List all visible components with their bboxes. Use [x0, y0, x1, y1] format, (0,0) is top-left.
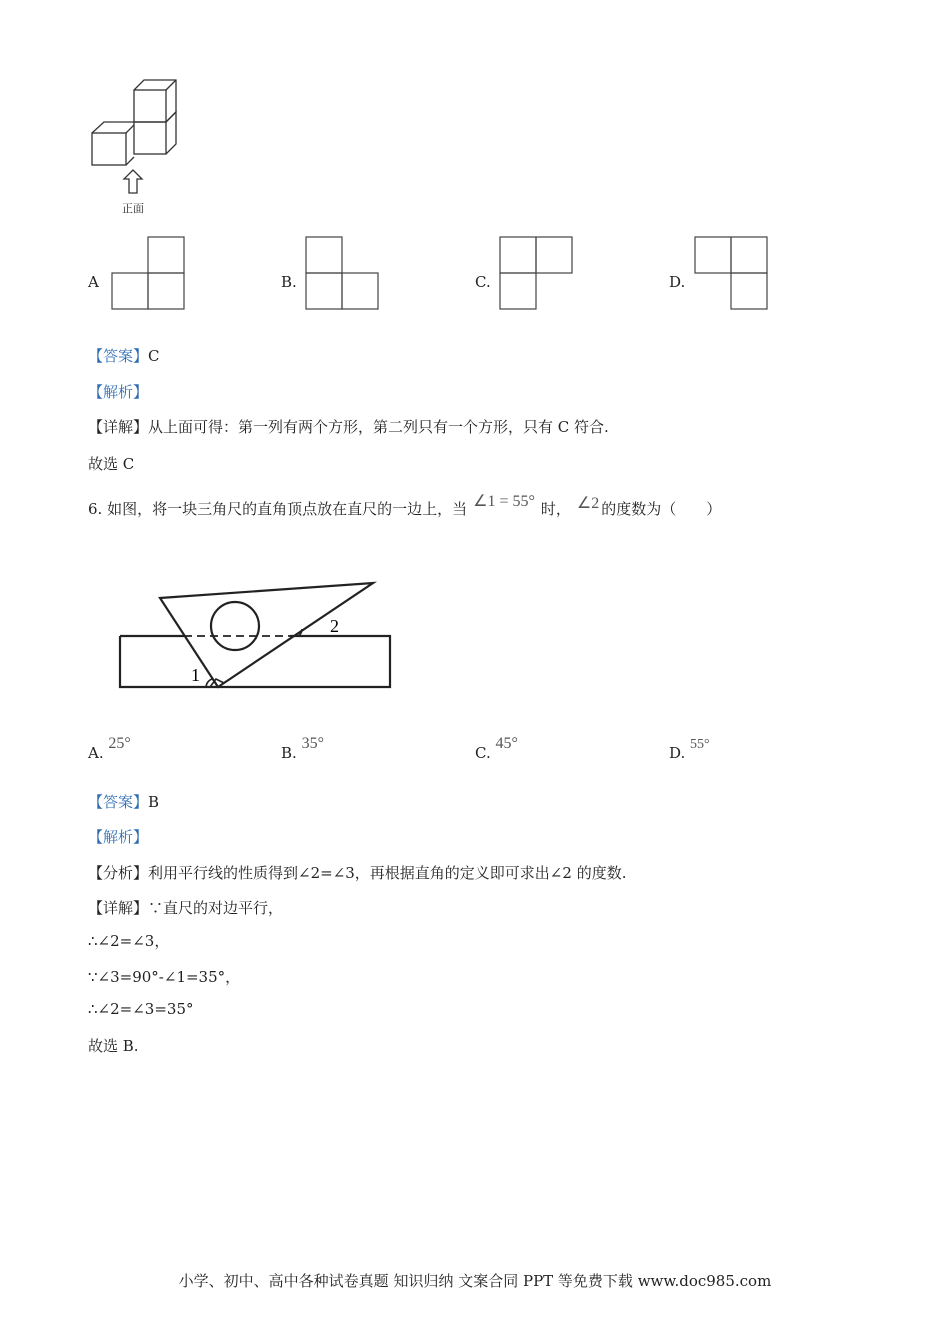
q6-detail-line-3: ∵∠3=90°-∠1=35°， [88, 968, 241, 986]
option-label: C. [475, 744, 491, 762]
option-label: A. [88, 744, 104, 762]
q5-detail [88, 416, 609, 437]
option-value: 35° [301, 735, 324, 752]
q5-option-b-label: B. [281, 273, 297, 291]
q6-conclusion: 故选 B. [88, 1037, 139, 1055]
q6-option-b [281, 735, 324, 763]
option-label: D. [669, 744, 686, 762]
answer-value: B [148, 793, 160, 811]
ruler-triangle-figure [110, 575, 400, 695]
analysis-head: 【分析】 [88, 864, 149, 882]
stem-suffix: 的度数为（ ） [601, 500, 722, 518]
q5-option-b-figure [305, 236, 381, 312]
detail-text: 从上面可得：第一列有两个方形，第二列只有一个方形，只有 C 符合. [148, 418, 609, 436]
stem-prefix: 6. 如图，将一块三角尺的直角顶点放在直尺的一边上，当 [88, 500, 468, 518]
option-value: 25° [108, 735, 131, 752]
stem-math-angle2: ∠2 [576, 495, 600, 512]
q6-stem [88, 493, 722, 519]
angle-1-label: 1 [191, 665, 200, 685]
answer-value: C [148, 347, 160, 365]
q6-option-c [475, 735, 518, 763]
cube-stack-figure [84, 75, 194, 220]
q6-detail-line-2: ∴∠2=∠3， [88, 932, 170, 950]
detail-tag: 【详解】 [88, 899, 149, 917]
page-footer: 小学、初中、高中各种试卷真题 知识归纳 文案合同 PPT 等免费下载 www.doc985.com [178, 1272, 772, 1290]
detail-text: ∵直尺的对边平行， [148, 899, 284, 917]
q6-analysis-tag: 【解析】 [88, 828, 149, 846]
q5-conclusion: 故选 C [88, 455, 135, 473]
front-label: 正面 [122, 202, 144, 215]
q6-detail-line-1 [88, 897, 283, 918]
q5-option-a-label: A [88, 273, 99, 291]
detail-tag: 【详解】 [88, 418, 149, 436]
stem-math-angle1: ∠1 = 55° [473, 493, 535, 510]
q6-analysis [88, 862, 626, 883]
q6-answer [88, 791, 159, 812]
q5-option-c-label: C. [475, 273, 491, 291]
angle-2-label: 2 [330, 616, 339, 636]
answer-tag: 【答案】 [88, 347, 149, 365]
q6-option-d [669, 737, 710, 763]
analysis-text: 利用平行线的性质得到∠2=∠3，再根据直角的定义即可求出∠2 的度数. [148, 864, 627, 882]
q6-option-a [88, 735, 131, 763]
q5-option-a-figure [111, 236, 187, 312]
answer-tag: 【答案】 [88, 793, 149, 811]
q5-option-c-figure [499, 236, 575, 312]
q5-answer [88, 345, 160, 366]
q5-option-d-figure [694, 236, 770, 312]
option-value: 45° [495, 735, 518, 752]
stem-mid: 时， [540, 500, 571, 518]
q5-option-d-label: D. [669, 273, 686, 291]
option-label: B. [281, 744, 297, 762]
q5-analysis-tag: 【解析】 [88, 383, 149, 401]
option-value: 55° [690, 737, 710, 752]
q6-detail-line-4: ∴∠2=∠3=35° [88, 1000, 194, 1018]
